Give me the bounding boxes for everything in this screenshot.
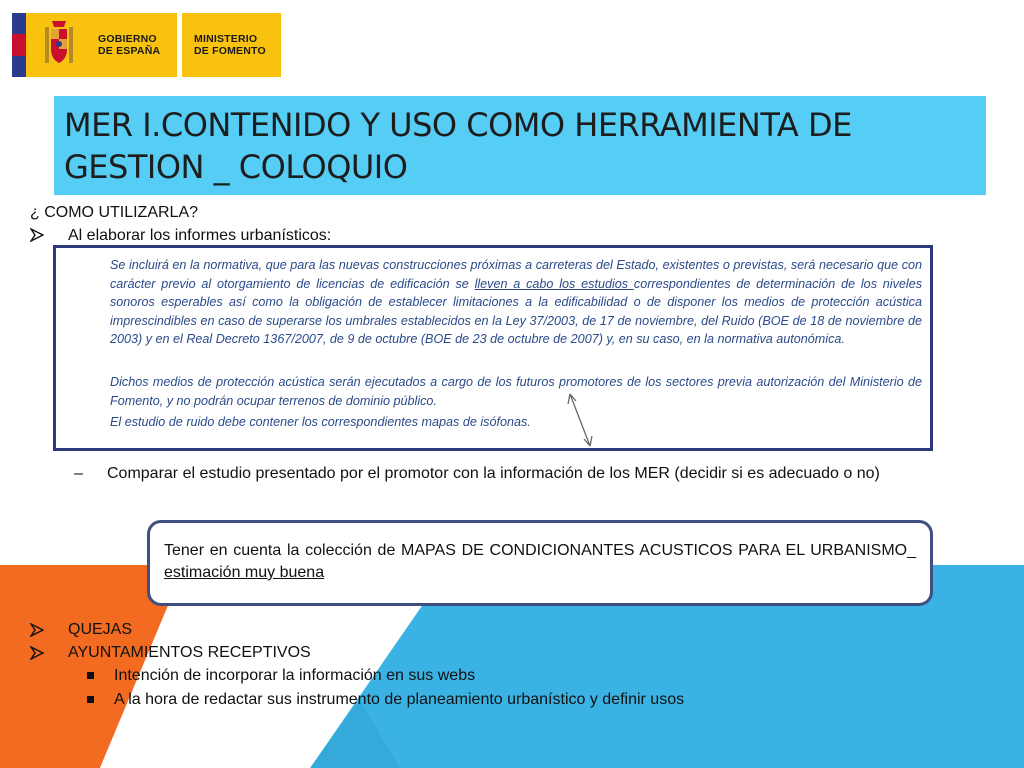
section-heading: ¿ COMO UTILIZARLA? <box>30 204 199 221</box>
arrow-check-bullet-icon <box>30 623 44 637</box>
title-line-2: GESTION _ COLOQUIO <box>64 148 408 186</box>
coat-of-arms-icon <box>42 19 76 71</box>
eu-flag-stripe <box>12 13 26 77</box>
bullet-ayuntamientos: AYUNTAMIENTOS RECEPTIVOS <box>68 644 311 661</box>
quote-paragraph-2: Dichos medios de protección acústica serán ejecutados a cargo de los futuros promotores de los sectores previa autorización del Ministerio de Fomento, y no podrán ocupar terrenos de dominio público. <box>110 375 922 408</box>
ministerio-logo-text: MINISTERIO DE FOMENTO <box>194 33 266 57</box>
arrow-check-bullet-icon <box>30 228 44 242</box>
underlined-estudios: lleven a cabo los estudios <box>474 276 634 291</box>
square-bullet-icon <box>87 672 94 679</box>
gobierno-logo <box>12 13 177 77</box>
double-arrow-icon <box>560 388 600 452</box>
arrow-check-bullet-icon <box>30 646 44 660</box>
title-banner <box>54 96 986 195</box>
callout-box <box>147 520 933 606</box>
bullet-quejas: QUEJAS <box>68 621 133 638</box>
slide-title <box>64 104 974 188</box>
sub-bullet-webs: Intención de incorporar la información en sus webs <box>114 667 476 684</box>
title-line-1: MER I.CONTENIDO Y USO COMO HERRAMIENTA DE <box>64 106 852 144</box>
callout-underlined: estimación muy buena <box>164 564 325 581</box>
ministerio-logo <box>182 13 281 77</box>
bullet-informes: Al elaborar los informes urbanísticos: <box>68 227 332 244</box>
dash-item-comparar: Comparar el estudio presentado por el promotor con la información de los MER (decidir si es adecuado o no) <box>107 465 880 482</box>
quote-paragraph-3: El estudio de ruido debe contener los correspondientes mapas de isófonas. <box>110 415 531 429</box>
square-bullet-icon <box>87 696 94 703</box>
gobierno-logo-text: GOBIERNO DE ESPAÑA <box>98 33 161 57</box>
quote-box <box>53 245 933 451</box>
quote-paragraph-1: Se incluirá en la normativa, que para las nuevas construcciones próximas a carreteras del Estado, existentes o previstas, será necesario que con carácter previo al otorgamiento de licencias de edificación se lleven a cabo los estudios correspondientes de determinación de los niveles sonoros esperables así como la obligación de establecer limitaciones a la edificabilidad o de disponer los medios de protección acústica imprescindibles en caso de superarse los umbrales establecidos en la Ley 37/2003, de 17 de noviembre, del Ruido (BOE de 18 de noviembre de 2003) y en el Real Decreto 1367/2007, de 9 de octubre (BOE de 23 de octubre de 2007) y, en su caso, en la normativa autonómica. <box>110 258 923 347</box>
dash-bullet: – <box>74 465 83 482</box>
callout-text: Tener en cuenta la colección de MAPAS DE CONDICIONANTES ACUSTICOS PARA EL URBANISMO_ estimación muy buena <box>164 542 916 581</box>
sub-bullet-planeamiento: A la hora de redactar sus instrumento de planeamiento urbanístico y definir usos <box>114 691 685 708</box>
